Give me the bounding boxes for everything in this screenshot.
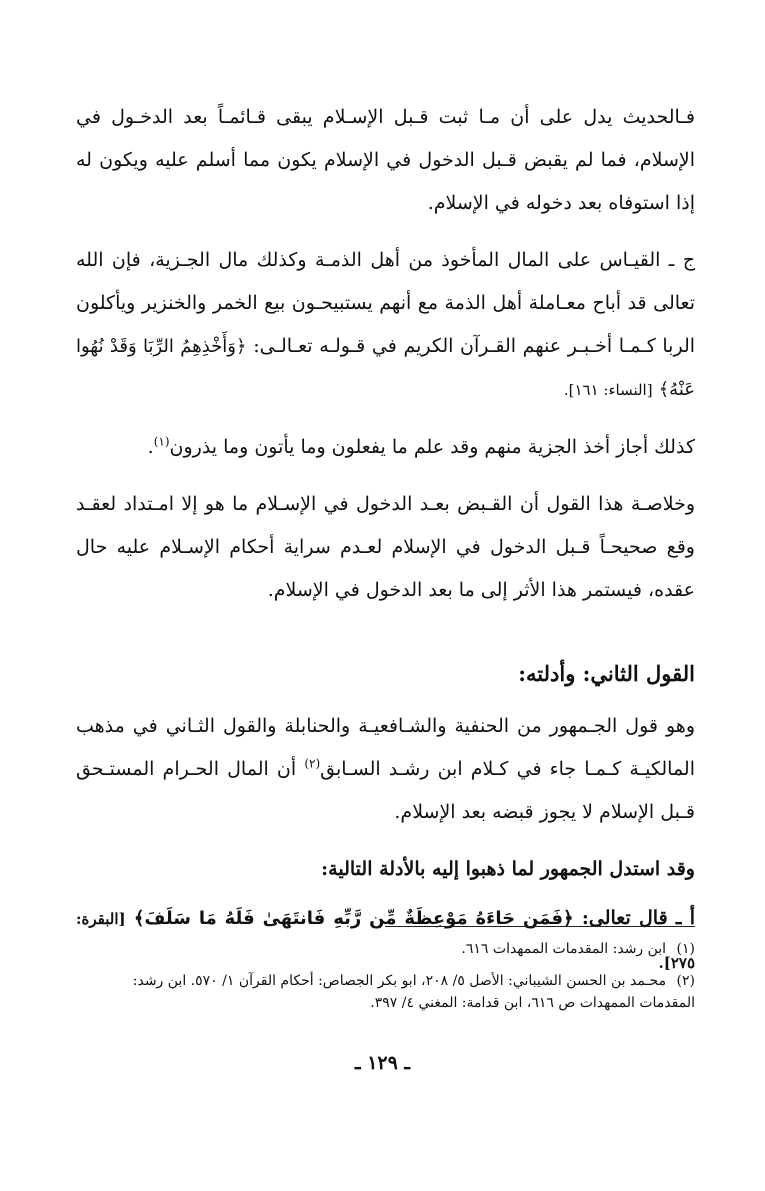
footnote-number: (٢) (676, 973, 695, 989)
paragraph-jizya (76, 426, 695, 469)
quran-verse: ﴿فَمَن جَاءَهُ مَوْعِظَةٌ مِّن رَّبِّهِ فَانتَهَىٰ فَلَهُ مَا سَلَفَ﴾ (133, 908, 574, 929)
verse-reference: [البقرة: ٢٧٥]. (76, 910, 695, 972)
footnote-marker-1[interactable]: (١) (153, 434, 170, 449)
paragraph-end: . (147, 436, 154, 458)
footnote-1 (76, 938, 695, 960)
paragraph-text: أ ـ قال تعالى: (581, 907, 696, 929)
footnotes (76, 938, 695, 1024)
paragraph-hadith-conclusion: فـالحديث يدل على أن مـا ثبت قـبل الإسـلام يبقى قـائمـاً بعد الدخـول في الإسلام، فما لم يقبض قـبل الدخول في الإسلام يكون مما أسلم عليه ويكون له إذا استوفاه بعد دخوله في الإسلام. (76, 106, 695, 214)
quran-verse: ﴿وَأَخْذِهِمُ الرِّبَا وَقَدْ نُهُوا عَنْهُ﴾ (76, 336, 695, 400)
page-number: ـ ١٢٩ ـ (355, 1052, 410, 1074)
verse-reference: [النساء: ١٦١]. (563, 381, 653, 399)
footnote-2 (76, 970, 695, 1014)
paragraph-text: ج ـ القيـاس على المال المأخوذ من أهل الذمـة وكذلك مال الجـزية، فإن الله تعالى قد أباح معـاملة أهل الذمة مع أنهم يستبيحـون بيع الخمر والخنزير ويأكلون الربا كـمـا أخـبـر عنهم القـرآن الكريم في قـولـه تعـالـى: (76, 249, 696, 357)
paragraph-majority-view (76, 705, 695, 834)
footnote-marker-2[interactable]: (٢) (304, 756, 321, 771)
paragraph-evidence-intro: وقد استدل الجمهور لما ذهبوا إليه بالأدلة التالية: (321, 858, 695, 880)
footnote-number: (١) (676, 941, 695, 957)
footnote-text: ابن رشد: المقدمات الممهدات ٦١٦. (461, 941, 667, 957)
paragraph-summary: وخلاصـة هذا القول أن القـبض بعـد الدخول في الإسـلام ما هو إلا امـتداد لعقـد وقع صحيحـاً قـبل الدخول في الإسلام لعـدم سراية أحكام الإسـلام عليه حال عقده، فيستمر هذا الأثر إلى ما بعد الدخول في الإسلام. (76, 493, 695, 601)
footnote-divider (385, 926, 695, 927)
footnote-text: محـمد بن الحسن الشيباني: الأصل ٥/ ٢٠٨، ابو بكر الجصاص: أحكام القرآن ١/ ٥٧٠. ابن رشد: المقدمات الممهدات ص ٦١٦، ابن قدامة: المغني ٤/ ٣٩٧. (132, 973, 695, 1011)
section-heading: القول الثاني: وأدلته: (518, 661, 695, 686)
paragraph-qiyas (76, 239, 695, 412)
paragraph-text-continued: أن المال الحـرام المستـحق قـبل الإسلام لا يجوز قبضه بعد الإسلام. (76, 758, 695, 823)
paragraph-text: كذلك أجاز أخذ الجزية منهم وقد علم ما يفعلون وما يأتون وما يذرون (169, 436, 695, 458)
paragraph-text: وهو قول الجـمهور من الحنفية والشـافعيـة والحنابلة والقول الثـاني في مذهب المالكيـة كـمـا جاء في كـلام ابن رشـد السـابق (76, 715, 695, 780)
